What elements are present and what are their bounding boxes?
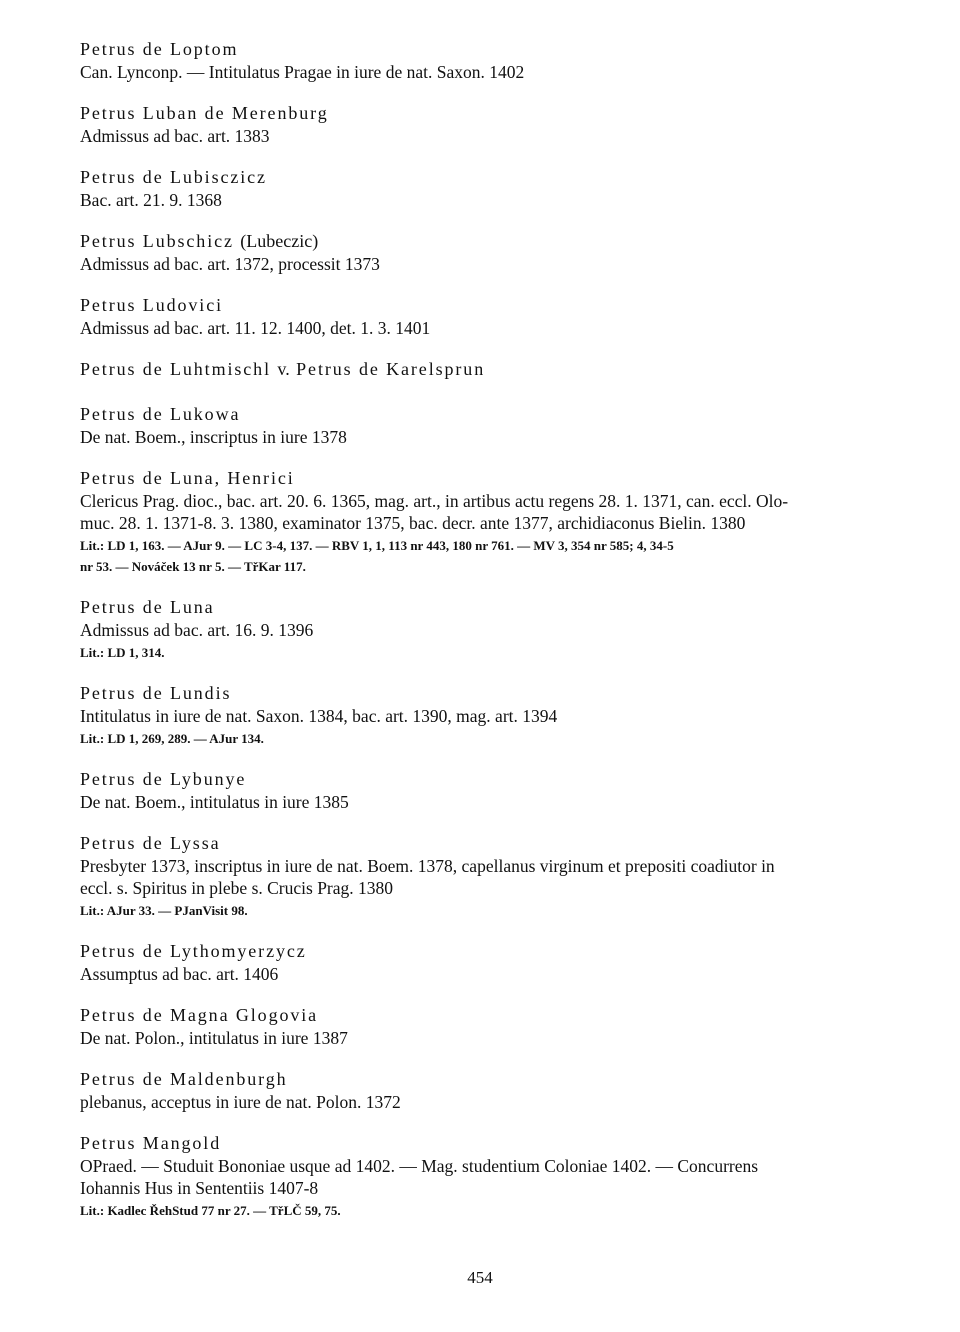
entry-name: Petrus de Luhtmischl: [80, 359, 271, 379]
page-number: 454: [467, 1268, 493, 1287]
entry-petrus-ludovici: [80, 294, 885, 339]
entry-name: Petrus de Lythomyerzycz: [80, 941, 307, 961]
entry-text: Intitulatus in iure de nat. Saxon. 1384, bac. art. 1390, mag. art. 1394: [80, 706, 558, 726]
entry-text-line: Presbyter 1373, inscriptus in iure de nat. Boem. 1378, capellanus virginum et prepositi coadiutor in: [80, 856, 775, 876]
entry-name: Petrus de Lyssa: [80, 833, 221, 853]
entry-text: Admissus ad bac. art. 1372, processit 1373: [80, 254, 380, 274]
entry-petrus-de-lubisczicz: [80, 166, 885, 211]
entry-text: Assumptus ad bac. art. 1406: [80, 964, 279, 984]
literature-line: Lit.: AJur 33. — PJanVisit 98.: [80, 903, 248, 918]
entry-text: Admissus ad bac. art. 11. 12. 1400, det. 1. 3. 1401: [80, 318, 431, 338]
cross-reference-marker: v.: [277, 359, 290, 379]
entry-text: Admissus ad bac. art. 1383: [80, 126, 270, 146]
entry-name-row: [80, 230, 885, 253]
entry-name: Petrus Mangold: [80, 1133, 222, 1153]
entry-name: Petrus de Loptom: [80, 39, 239, 59]
entry-petrus-de-lundis: [80, 682, 885, 749]
entry-text: De nat. Polon., intitulatus in iure 1387: [80, 1028, 348, 1048]
entry-petrus-de-luna: [80, 596, 885, 663]
entry-text-line: muc. 28. 1. 1371-8. 3. 1380, examinator 1375, bac. decr. ante 1377, archidiaconus Bielin. 1380: [80, 513, 746, 533]
entry-petrus-de-luhtmischl: [80, 358, 885, 381]
entry-name: Petrus Ludovici: [80, 295, 223, 315]
entry-name: Petrus de Magna Glogovia: [80, 1005, 319, 1025]
entry-name: Petrus Luban de Merenburg: [80, 103, 329, 123]
entry-name: Petrus de Lundis: [80, 683, 232, 703]
entry-text-line: OPraed. — Studuit Bononiae usque ad 1402. — Mag. studentium Coloniae 1402. — Concurrens: [80, 1156, 759, 1176]
entry-text-line: Iohannis Hus in Sententiis 1407-8: [80, 1178, 319, 1198]
entry-petrus-de-luna-henrici: [80, 467, 885, 577]
entry-text: Admissus ad bac. art. 16. 9. 1396: [80, 620, 314, 640]
entry-text-line: Clericus Prag. dioc., bac. art. 20. 6. 1365, mag. art., in artibus actu regens 28. 1. 1371, can. eccl. Olo-: [80, 491, 789, 511]
entry-name: Petrus de Lukowa: [80, 404, 241, 424]
entry-text: De nat. Boem., inscriptus in iure 1378: [80, 427, 347, 447]
entry-petrus-de-lybunye: [80, 768, 885, 813]
cross-reference-name: Petrus de Karelsprun: [296, 359, 486, 379]
literature-line: nr 53. — Nováček 13 nr 5. — TřKar 117.: [80, 559, 306, 574]
entry-text: plebanus, acceptus in iure de nat. Polon. 1372: [80, 1092, 401, 1112]
dictionary-page: [80, 38, 885, 1240]
entry-name: Petrus de Lybunye: [80, 769, 247, 789]
entry-name-row: [80, 358, 885, 381]
entry-name: Petrus de Luna: [80, 597, 215, 617]
literature-line: Lit.: LD 1, 163. — AJur 9. — LC 3-4, 137. — RBV 1, 1, 113 nr 443, 180 nr 761. — MV 3, 354 nr 585; 4, 34-5: [80, 538, 674, 553]
entry-petrus-de-lukowa: [80, 403, 885, 448]
literature-line: Lit.: Kadlec ŘehStud 77 nr 27. — TřLČ 59, 75.: [80, 1203, 341, 1218]
entry-petrus-de-lyssa: [80, 832, 885, 921]
entry-text: De nat. Boem., intitulatus in iure 1385: [80, 792, 349, 812]
literature-line: Lit.: LD 1, 314.: [80, 645, 165, 660]
entry-name: Petrus de Lubisczicz: [80, 167, 267, 187]
literature-line: Lit.: LD 1, 269, 289. — AJur 134.: [80, 731, 264, 746]
entry-petrus-de-maldenburgh: [80, 1068, 885, 1113]
entry-name: Petrus de Luna, Henrici: [80, 468, 295, 488]
entry-text: Bac. art. 21. 9. 1368: [80, 190, 222, 210]
entry-name-variant: (Lubeczic): [240, 231, 319, 251]
entry-petrus-de-lythomyerzycz: [80, 940, 885, 985]
entry-name: Petrus Lubschicz: [80, 231, 234, 251]
entry-text-line: eccl. s. Spiritus in plebe s. Crucis Prag. 1380: [80, 878, 394, 898]
entry-petrus-mangold: [80, 1132, 885, 1221]
entry-name: Petrus de Maldenburgh: [80, 1069, 288, 1089]
entry-petrus-de-magna-glogovia: [80, 1004, 885, 1049]
entry-petrus-de-loptom: [80, 38, 885, 83]
entry-text: Can. Lynconp. — Intitulatus Pragae in iure de nat. Saxon. 1402: [80, 62, 525, 82]
entry-petrus-luban-de-merenburg: [80, 102, 885, 147]
entry-petrus-lubschicz: [80, 230, 885, 275]
